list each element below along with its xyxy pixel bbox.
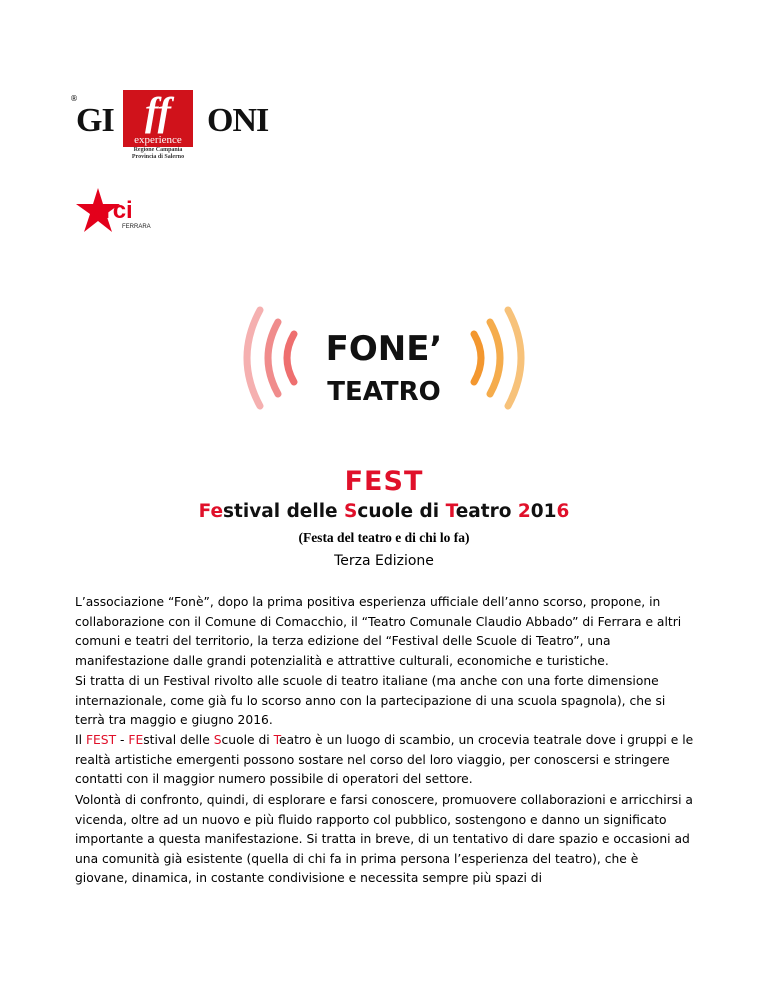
giffoni-logo-province: Provincia di Salerno xyxy=(131,154,185,160)
festival-name-part: 01 xyxy=(530,501,557,522)
highlight-s: S xyxy=(213,733,222,747)
arci-star-icon xyxy=(76,186,166,242)
festival-name-hl-fe: Fe xyxy=(198,501,224,522)
fone-teatro-logo xyxy=(226,300,542,416)
giffoni-logo xyxy=(70,88,270,168)
text-part: Il xyxy=(75,733,86,747)
giffoni-logo-region: Regione Campania xyxy=(133,147,183,153)
giffoni-logo-experience: experience xyxy=(123,134,193,147)
paragraph-festival: Si tratta di un Festival rivolto alle scuole di teatro italiane (ma anche con una forte dimensione internazionale, come già fu lo scorso anno con la partecipazione di una scuola spagnola), che si terrà tra maggio e giugno 2016. xyxy=(75,674,666,727)
festival-name-hl-6: 6 xyxy=(556,501,570,522)
festival-name xyxy=(0,501,768,522)
fest-title: FEST xyxy=(344,466,424,497)
paragraph-fest xyxy=(75,731,695,790)
festival-subtitle: (Festa del teatro e di chi lo fa) xyxy=(298,530,470,545)
giffoni-logo-ff: ff xyxy=(123,90,193,134)
arci-logo xyxy=(76,186,166,242)
festival-name-part: cuole di xyxy=(357,501,446,522)
registered-mark: ® xyxy=(70,94,78,103)
sound-waves-icon xyxy=(226,300,542,416)
festival-name-hl-s: S xyxy=(344,501,358,522)
fone-logo-line1: FONE’ xyxy=(325,329,443,369)
arci-logo-city: FERRARA xyxy=(122,224,151,230)
highlight-t: T xyxy=(273,733,280,747)
text-part: - xyxy=(116,733,129,747)
edition-label: Terza Edizione xyxy=(334,553,434,569)
paragraph-purpose: Volontà di confronto, quindi, di esplorare e farsi conoscere, promuovere collaborazioni e arricchirsi a vicenda, oltre ad un nuovo e più fluido rapporto col pubblico, sostengono e danno un significato importante a questa manifestazione. Si tratta in breve, di un tentativo di dare spazio e occasioni ad una comunità già esistente (quella di chi fa in prima persona l’esperienza del teatro), che è giovane, dinamica, in costante condivisione e necessita sempre più spazi di xyxy=(75,793,693,885)
text-part: cuole di xyxy=(221,733,274,747)
fone-logo-line2: TEATRO xyxy=(327,377,441,407)
highlight-fe: FE xyxy=(128,733,144,747)
text-part: stival delle xyxy=(143,733,214,747)
text-part: eatro è un luogo di scambio, un crocevia teatrale dove i gruppi e le realtà artistiche emergenti possono sostare nel corso del loro viaggio, per conoscersi e stringere contatti con il maggior numero possibile di operatori del settore. xyxy=(75,733,694,786)
festival-name-hl-2: 2 xyxy=(517,501,531,522)
giffoni-logo-left: GI xyxy=(76,102,114,139)
festival-name-part: eatro xyxy=(455,501,518,522)
paragraph-intro: L’associazione “Fonè”, dopo la prima positiva esperienza ufficiale dell’anno scorso, propone, in collaborazione con il Comune di Comacchio, il “Teatro Comunale Claudio Abbado” di Ferrara e altri comuni e teatri del territorio, la terza edizione del “Festival delle Scuole di Teatro”, una manifestazione dalle grandi potenzialità e attrattive culturali, economiche e turistiche. xyxy=(75,595,682,668)
festival-name-hl-t: T xyxy=(445,501,456,522)
arci-logo-name: arci xyxy=(90,197,133,224)
highlight-fest: FEST xyxy=(85,733,117,747)
festival-name-part: stival delle xyxy=(223,501,345,522)
giffoni-logo-right: ONI xyxy=(207,102,269,139)
